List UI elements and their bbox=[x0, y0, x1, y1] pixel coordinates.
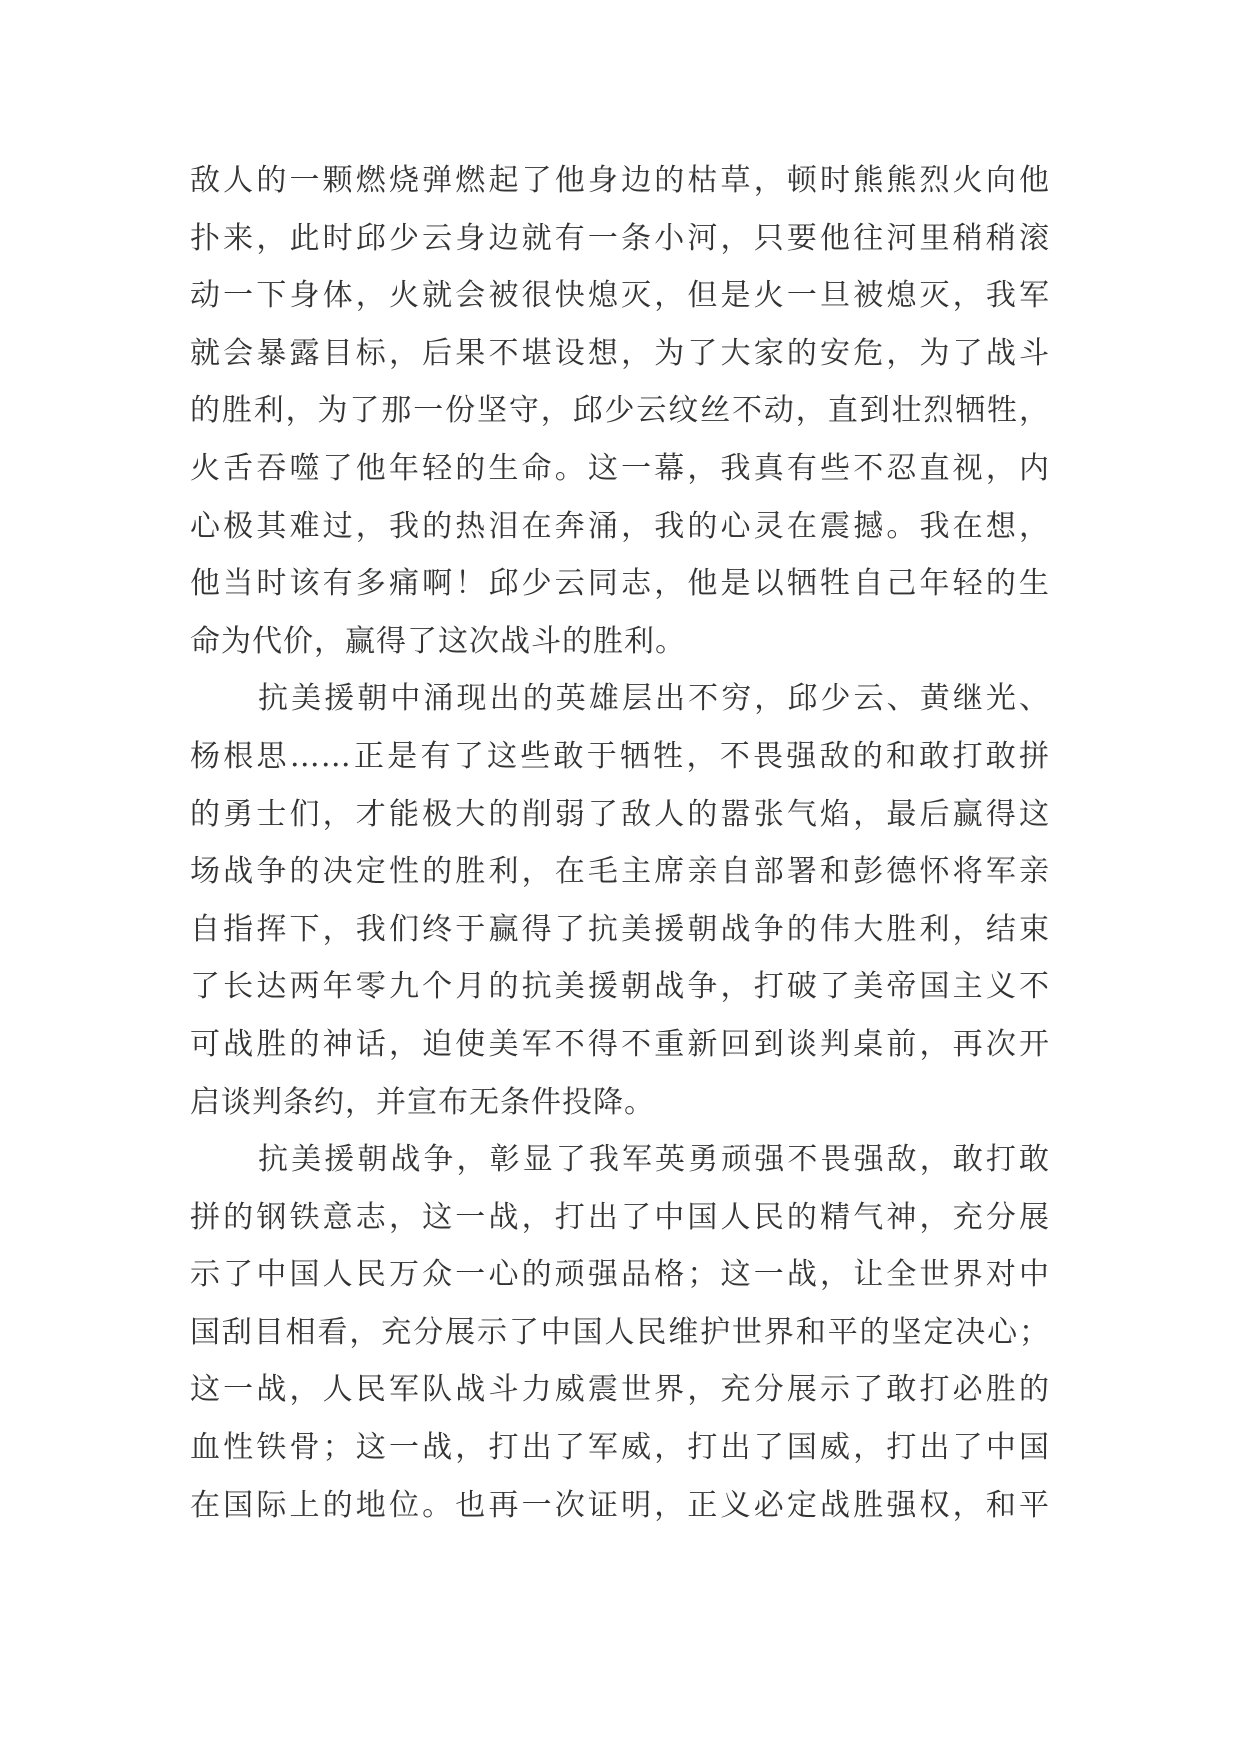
text-line: 场战争的决定性的胜利，在毛主席亲自部署和彭德怀将军亲 bbox=[190, 854, 1050, 890]
text-line: 了长达两年零九个月的抗美援朝战争，打破了美帝国主义不 bbox=[190, 969, 1050, 1005]
text-line: 启谈判条约，并宣布无条件投降。 bbox=[190, 1084, 655, 1120]
text-line: 敌人的一颗燃烧弹燃起了他身边的枯草，顿时熊熊烈火向他 bbox=[190, 163, 1050, 198]
text-line: 国刮目相看，充分展示了中国人民维护世界和平的坚定决心； bbox=[190, 1314, 1050, 1350]
paragraph-start-line: 抗美援朝战争，彰显了我军英勇顽强不畏强敌，敢打敢 bbox=[258, 1142, 1050, 1178]
text-line: 在国际上的地位。也再一次证明，正义必定战胜强权，和平 bbox=[190, 1487, 1050, 1523]
text-line: 火舌吞噬了他年轻的生命。这一幕，我真有些不忍直视，内 bbox=[190, 450, 1050, 486]
text-line: 血性铁骨；这一战，打出了军威，打出了国威，打出了中国 bbox=[190, 1430, 1050, 1466]
body-text bbox=[190, 152, 1050, 1534]
text-line: 动一下身体，火就会被很快熄灭，但是火一旦被熄灭，我军 bbox=[190, 278, 1050, 314]
text-line: 心极其难过，我的热泪在奔涌，我的心灵在震撼。我在想， bbox=[190, 508, 1050, 544]
text-line: 示了中国人民万众一心的顽强品格；这一战，让全世界对中 bbox=[190, 1257, 1050, 1293]
text-line: 杨根思……正是有了这些敢于牺牲，不畏强敌的和敢打敢拼 bbox=[190, 738, 1050, 774]
text-line: 他当时该有多痛啊！邱少云同志，他是以牺牲自己年轻的生 bbox=[190, 566, 1050, 602]
text-line: 可战胜的神话，迫使美军不得不重新回到谈判桌前，再次开 bbox=[190, 1026, 1050, 1062]
text-line: 自指挥下，我们终于赢得了抗美援朝战争的伟大胜利，结束 bbox=[190, 911, 1050, 947]
text-line: 就会暴露目标，后果不堪设想，为了大家的安危，为了战斗 bbox=[190, 335, 1050, 371]
text-line: 的胜利，为了那一份坚守，邱少云纹丝不动，直到壮烈牺牲， bbox=[190, 393, 1050, 429]
paragraph-start-line: 抗美援朝中涌现出的英雄层出不穷，邱少云、黄继光、 bbox=[258, 681, 1050, 717]
text-line: 拼的钢铁意志，这一战，打出了中国人民的精气神，充分展 bbox=[190, 1199, 1050, 1235]
text-line: 命为代价，赢得了这次战斗的胜利。 bbox=[190, 623, 686, 659]
text-line: 扑来，此时邱少云身边就有一条小河，只要他往河里稍稍滚 bbox=[190, 220, 1050, 256]
text-line: 的勇士们，才能极大的削弱了敌人的嚣张气焰，最后赢得这 bbox=[190, 796, 1050, 832]
text-line: 这一战，人民军队战斗力威震世界，充分展示了敢打必胜的 bbox=[190, 1372, 1050, 1408]
